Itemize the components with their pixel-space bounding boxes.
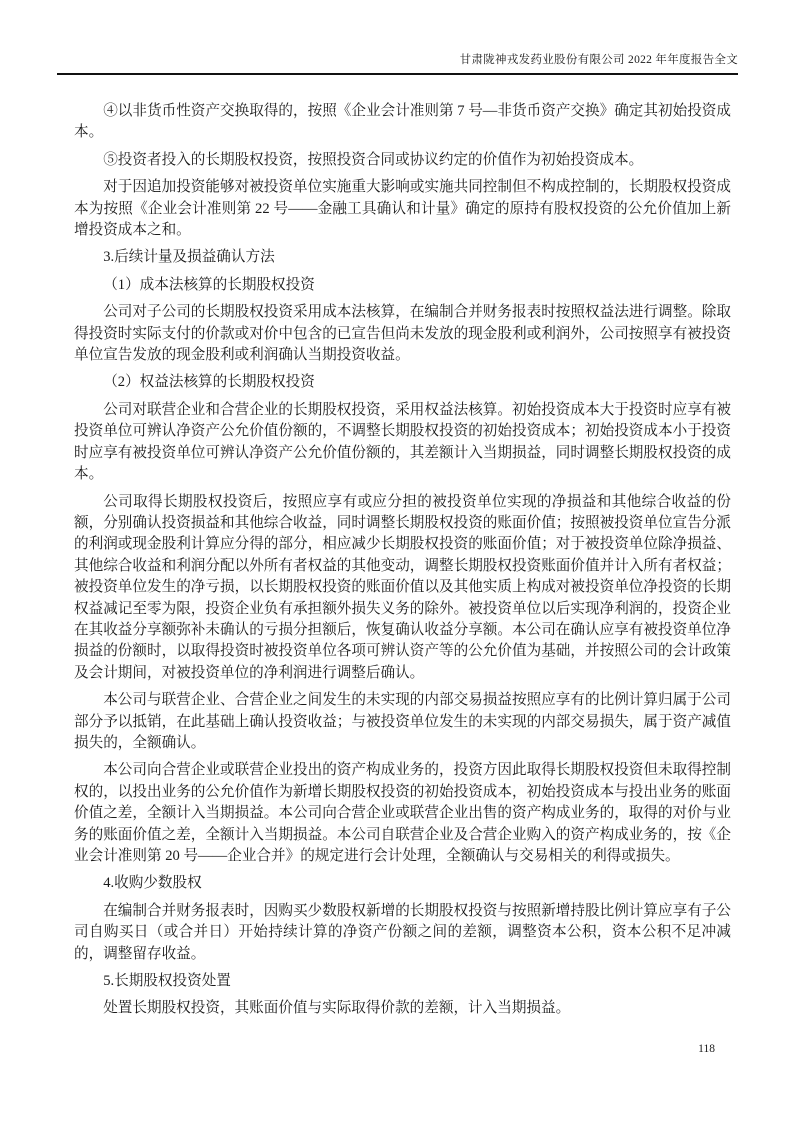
- section-heading-3-subsequent-measurement: 3.后续计量及损益确认方法: [103, 249, 275, 266]
- sub-heading-2-equity-method: （2）权益法核算的长期股权投资: [103, 374, 315, 391]
- paragraph-equity-method-subsequent: 公司取得长期股权投资后，按照应享有或应分担的被投资单位实现的净损益和其他综合收益的份额，分别确认投资损益和其他综合收益，同时调整长期股权投资的账面价值；按照被投资单位宣告分派的利润或现金股利计算应分得的部分，相应减少长期股权投资的账面价值；对于被投资单位除净损益、其他综合收益和利润分配以外所有者权益的其他变动，调整长期股权投资账面价值并计入所有者权益；被投资单位发生的净亏损，以长期股权投资的账面价值以及其他实质上构成对被投资单位净投资的长期权益减记至零为限，投资企业负有承担额外损失义务的除外。被投资单位以后实现净利润的，投资企业在其收益分享额弥补未确认的亏损分担额后，恢复确认收益分享额。本公司在确认应享有被投资单位净损益的份额时，以取得投资时被投资单位各项可辨认资产等的公允价值为基础，并按照公司的会计政策及会计期间，对被投资单位的净利润进行调整后确认。: [74, 493, 731, 681]
- page-number: 118: [698, 1043, 715, 1055]
- page-header: [57, 0, 738, 75]
- paragraph-asset-contribution-business: 本公司向合营企业或联营企业投出的资产构成业务的，投资方因此取得长期股权投资但未取得控制权的，以投出业务的公允价值作为新增长期股权投资的初始投资成本，初始投资成本与投出业务的账面价值之差，全额计入当期损益。本公司向合营企业或联营企业出售的资产构成业务的，取得的对价与业务的账面价值之差，全额计入当期损益。本公司自联营企业及合营企业购入的资产构成业务的，按《企业会计准则第 20 号——企业合并》的规定进行会计处理，全额确认与交易相关的利得或损失。: [74, 762, 731, 864]
- paragraph-disposal: 处置长期股权投资，其账面价值与实际取得价款的差额，计入当期损益。: [103, 1000, 571, 1017]
- page-footer: [0, 1042, 715, 1056]
- sub-heading-1-cost-method: （1）成本法核算的长期股权投资: [103, 276, 315, 293]
- paragraph-equity-method-initial-cost: 公司对联营企业和合营企业的长期股权投资，采用权益法核算。初始投资成本大于投资时应享有被投资单位可辨认净资产公允价值份额的，不调整长期股权投资的初始投资成本；初始投资成本小于投资时应享有被投资单位可辨认净资产公允价值份额的，其差额计入当期损益，同时调整长期股权投资的成本。: [74, 401, 731, 483]
- paragraph-unrealized-internal-transactions: 本公司与联营企业、合营企业之间发生的未实现的内部交易损益按照应享有的比例计算归属于公司部分予以抵销，在此基础上确认投资收益；与被投资单位发生的未实现的内部交易损失，属于资产减值损失的，全额确认。: [74, 692, 731, 751]
- document-body: [74, 101, 731, 1020]
- section-heading-4-minority-equity: 4.收购少数股权: [103, 875, 202, 892]
- paragraph-minority-equity-purchase: 在编制合并财务报表时，因购买少数股权新增的长期股权投资与按照新增持股比例计算应享有子公司自购买日（或合并日）开始持续计算的净资产份额之间的差额，调整资本公积，资本公积不足冲减的，调整留存收益。: [74, 902, 731, 962]
- paragraph-item-5-investor-contribution: ⑤投资者投入的长期股权投资，按照投资合同或协议约定的价值作为初始投资成本。: [103, 151, 644, 168]
- paragraph-additional-investment: 对于因追加投资能够对被投资单位实施重大影响或实施共同控制但不构成控制的，长期股权投资成本为按照《企业会计准则第 22 号——金融工具确认和计量》确定的原持有股权投资的公允价值加上新增投资成本之和。: [74, 179, 731, 239]
- report-title: 甘肃陇神戎发药业股份有限公司 2022 年年度报告全文: [459, 54, 738, 66]
- paragraph-cost-method: 公司对子公司的长期股权投资采用成本法核算，在编制合并财务报表时按照权益法进行调整。除取得投资时实际支付的价款或对价中包含的已宣告但尚未发放的现金股利或利润外，公司按照享有被投资单位宣告发放的现金股利或利润确认当期投资收益。: [74, 304, 731, 364]
- paragraph-item-4-nonmonetary: ④以非货币性资产交换取得的，按照《企业会计准则第 7 号—非货币资产交换》确定其初始投资成本。: [74, 103, 731, 141]
- section-heading-5-disposal: 5.长期股权投资处置: [103, 973, 231, 990]
